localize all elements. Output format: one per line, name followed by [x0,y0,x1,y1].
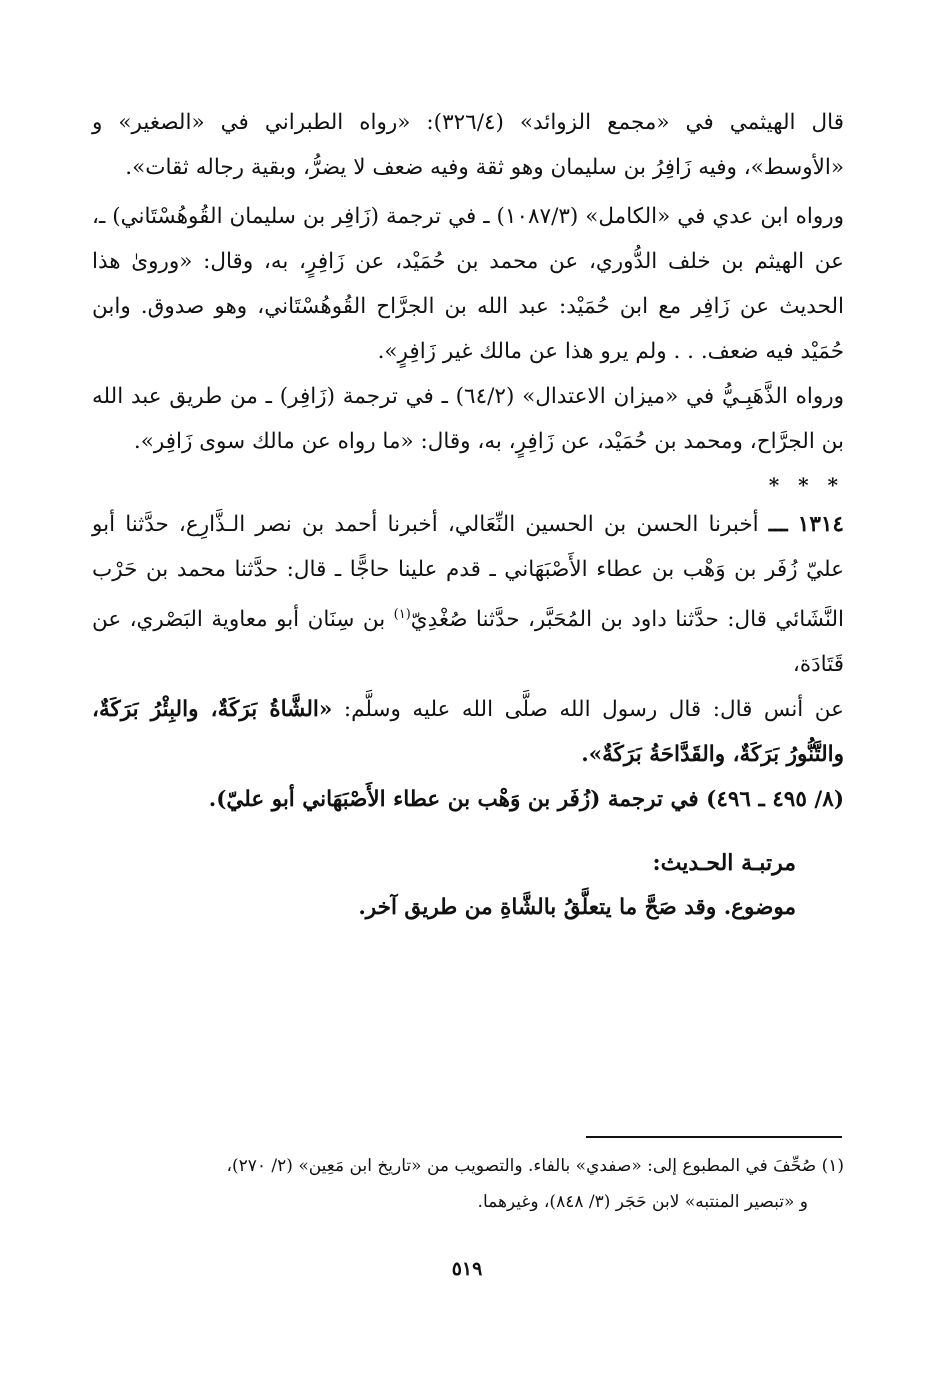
hadith-source: (٨/ ٤٩٥ ـ ٤٩٦) في ترجمة (زُفَر بن وَهْب بن عطاء الأَصْبَهَاني أبو عليّ). [208,787,844,813]
footnote-1-line-2: و «تبصير المنتبه» لابن حَجَر (٣/ ٨٤٨)، وغيرهما. [477,1192,808,1212]
paragraph-haythami: قال الهيثمي في «مجمع الزوائد» (٣٢٦/٤): «رواه الطبراني في «الصغير» و «الأوسط»، وفيه زَافِرُ بن سليمان وهو ثقة وفيه ضعف لا يضرُّ، وبقية رجاله ثقات». [92,110,844,180]
isnad-text: أخبرنا الحسن بن الحسين النِّعَالي، أخبرنا أحمد بن نصر الـذَّارِع، حدَّثنا أبو عليّ زُفَر بن وَهْب بن عطاء الأَصْبَهَاني ـ قدم علينا حاجًّا ـ قال: حدَّثنا محمد بن حَرْب النَّشَائي قال: حدَّثنا داود بن المُحَبَّر، حدَّثنا صُغْدِيّ [92,512,844,633]
hadith-dash: ـــ [768,512,788,537]
footnote-divider [586,1136,842,1138]
grade-heading: مرتبـة الحـديث: [652,850,796,877]
footnotes [92,1148,844,1220]
section-separator: * * * [768,473,844,497]
hadith-isnad [92,502,844,687]
isnad-end-text: بن سِنَان أبو معاوية البَصْري، عن قَتَادَة، [92,607,844,678]
grade-text: موضوع. وقد صَحَّ ما يتعلَّقُ بالشَّاةِ من طريق آخر. [358,895,796,921]
page-body [92,100,844,930]
matn-intro: عن أنس قال: قال رسول الله صلَّى الله عليه وسلَّم: [343,697,844,723]
hadith-matn [92,687,844,777]
footnote-1 [92,1148,844,1220]
hadith-number: ١٣١٤ [797,512,844,537]
footnote-1-line-1: (١) صُحِّفَ في المطبوع إلى: «صفدي» بالفاء. والتصويب من «تاريخ ابن مَعِين» (٢/ ٢٧٠)، [226,1156,844,1176]
page-number: ٥١٩ [451,1258,483,1280]
matn-text: «الشَّاةُ بَرَكَةٌ، والبِئْرُ بَرَكَةٌ، والتَّنُّورُ بَرَكَةٌ، والقَدَّاحَةُ بَرَكَةٌ». [92,697,844,768]
paragraph-dhahabi: ورواه الذَّهَبِـيُّ في «ميزان الاعتدال» (٦٤/٢) ـ في ترجمة (زَافِر) ـ من طريق عبد الله بن الجرَّاح، ومحمد بن حُمَيْد، عن زَافِرٍ، به، وقال: «ما رواه عن مالك سوى زَافِر». [92,384,844,454]
paragraph-ibn-adi: ورواه ابن عدي في «الكامل» (١٠٨٧/٣) ـ في ترجمة (زَافِر بن سليمان القُوهُسْتَاني) ـ، عن الهيثم بن خلف الدُّوري، عن محمد بن حُمَيْد، عن زَافِرٍ، به، وقال: «وروىٰ هذا الحديث عن زَافِر مع ابن حُمَيْد: عبد الله بن الجرَّاح القُوهُسْتَاني، وهو صدوق. وابن حُمَيْد فيه ضعف. . . ولم يرو هذا عن مالك غير زَافِرٍ». [92,204,844,364]
footnote-reference[interactable]: (١) [393,607,411,622]
